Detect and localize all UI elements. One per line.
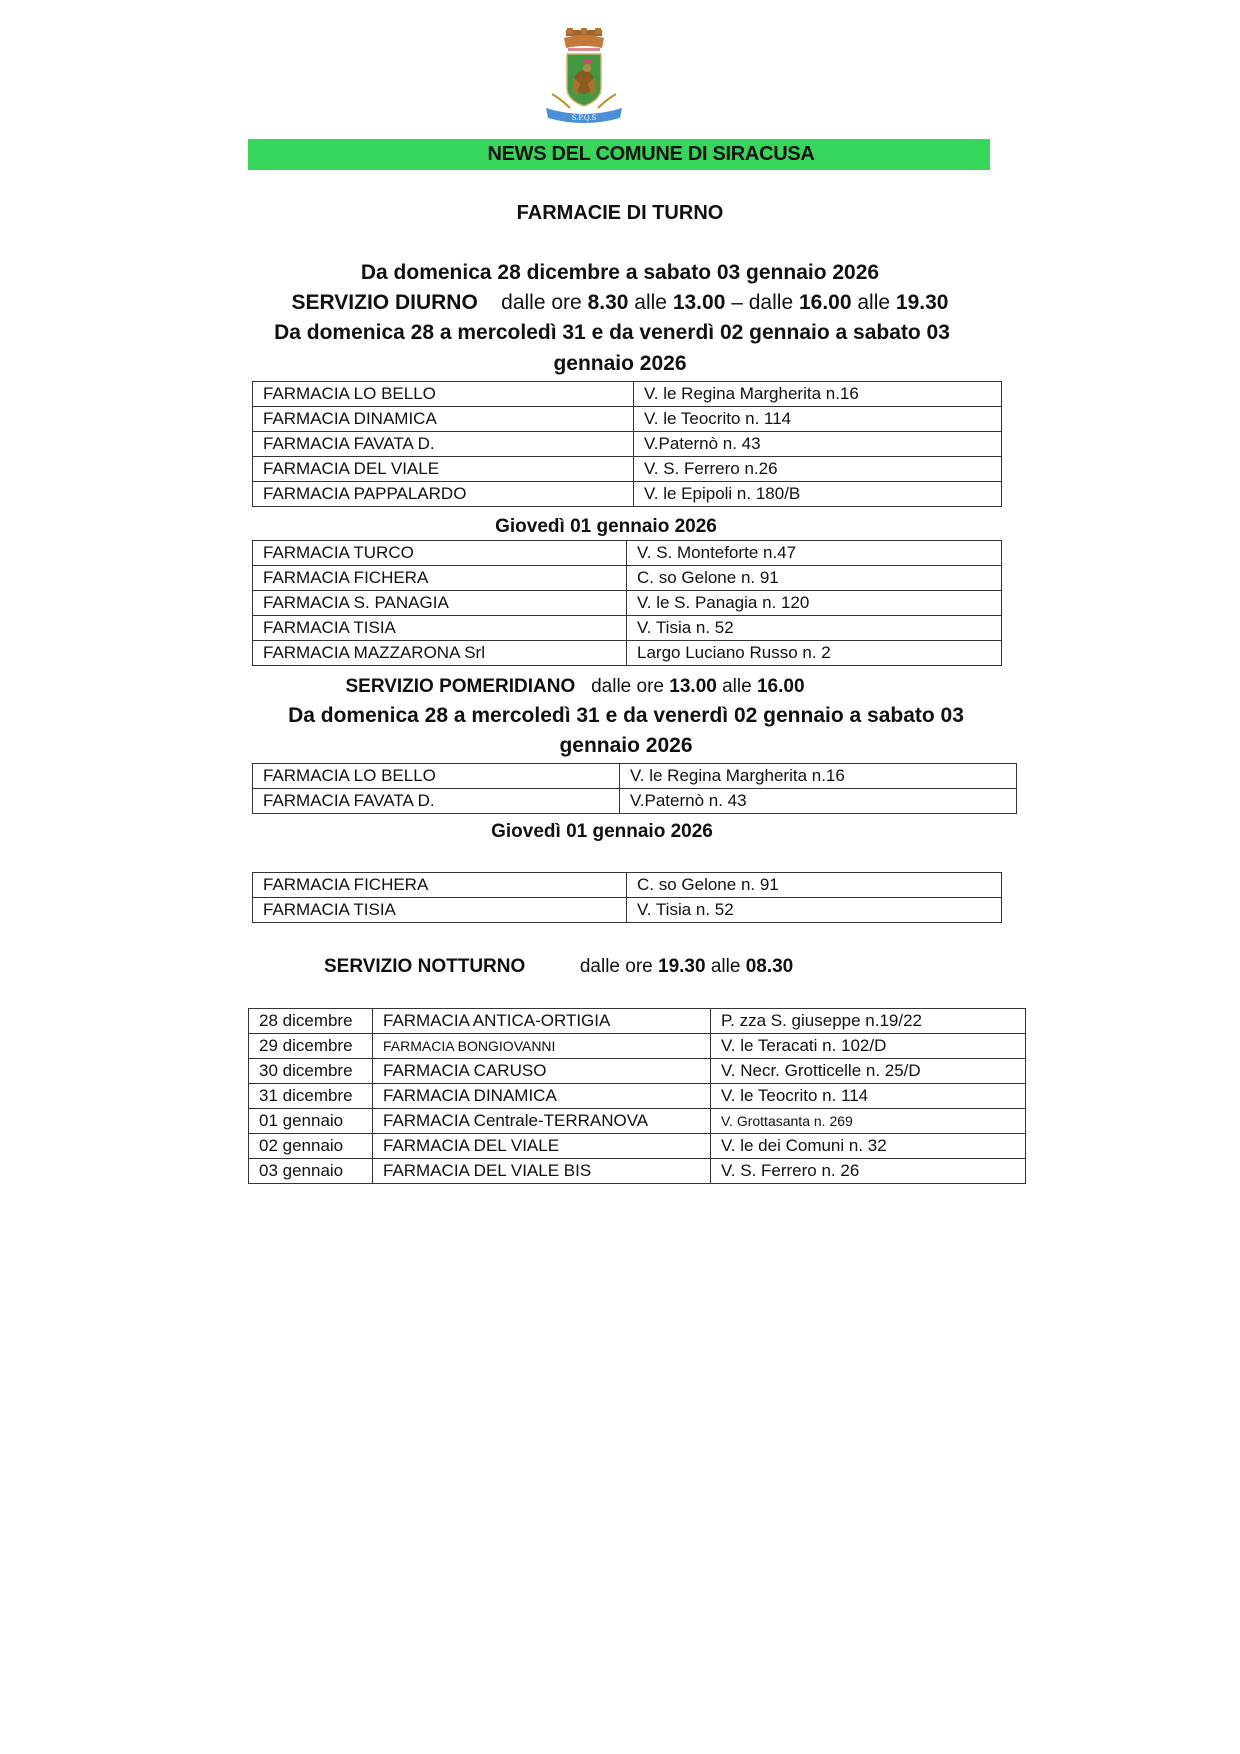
table-row bbox=[249, 1159, 1026, 1184]
pharmacy-name: FARMACIA DINAMICA bbox=[373, 1084, 711, 1109]
svg-text:S.P.Q.S: S.P.Q.S bbox=[571, 114, 597, 122]
pharmacy-name: FARMACIA CARUSO bbox=[373, 1059, 711, 1084]
pharmacy-address: Largo Luciano Russo n. 2 bbox=[627, 641, 1002, 666]
night-date: 03 gennaio bbox=[249, 1159, 373, 1184]
pharmacy-name: FARMACIA FICHERA bbox=[253, 873, 627, 898]
diurno-hour-2: 13.00 bbox=[672, 291, 726, 314]
pharmacy-address: V. S. Ferrero n.26 bbox=[634, 457, 1002, 482]
night-date: 28 dicembre bbox=[249, 1009, 373, 1034]
pharmacy-address: V.Paternò n. 43 bbox=[620, 789, 1017, 814]
notturno-hour-2: 08.30 bbox=[745, 956, 794, 977]
diurno-heading bbox=[0, 288, 1240, 318]
pharmacy-address: V. le Teocrito n. 114 bbox=[711, 1084, 1026, 1109]
notturno-hour-1: 19.30 bbox=[658, 956, 706, 977]
night-date: 30 dicembre bbox=[249, 1059, 373, 1084]
pomeridiano-range-line-2: gennaio 2026 bbox=[559, 734, 693, 757]
table-row bbox=[253, 616, 1002, 641]
pomeridiano-heading bbox=[0, 672, 1195, 702]
pharmacy-address: P. zza S. giuseppe n.19/22 bbox=[711, 1009, 1026, 1034]
diurno-text-1: dalle ore bbox=[501, 291, 582, 314]
pomeridiano-holiday-heading: Giovedì 01 gennaio 2026 bbox=[491, 821, 713, 842]
pharmacy-address: V. le dei Comuni n. 32 bbox=[711, 1134, 1026, 1159]
pharmacy-address: V. Tisia n. 52 bbox=[627, 616, 1002, 641]
notturno-text-2: alle bbox=[710, 956, 741, 977]
period-heading: Da domenica 28 dicembre a sabato 03 gennaio 2026 bbox=[360, 261, 880, 284]
pharmacy-address: V. le Regina Margherita n.16 bbox=[634, 382, 1002, 407]
pomeridiano-hour-2: 16.00 bbox=[756, 676, 805, 697]
diurno-hour-1: 8.30 bbox=[587, 291, 629, 314]
table-row bbox=[253, 382, 1002, 407]
pharmacy-name: FARMACIA TISIA bbox=[253, 616, 627, 641]
table-row bbox=[249, 1109, 1026, 1134]
pharmacy-name: FARMACIA Centrale-TERRANOVA bbox=[373, 1109, 711, 1134]
table-row bbox=[249, 1134, 1026, 1159]
pomeridiano-weekday-table bbox=[252, 763, 1017, 814]
pharmacy-address: V. S. Ferrero n. 26 bbox=[711, 1159, 1026, 1184]
night-date: 02 gennaio bbox=[249, 1134, 373, 1159]
table-row bbox=[253, 541, 1002, 566]
pharmacy-name: FARMACIA LO BELLO bbox=[253, 764, 620, 789]
pharmacy-name: FARMACIA DINAMICA bbox=[253, 407, 634, 432]
table-row bbox=[253, 457, 1002, 482]
crest-icon bbox=[540, 28, 628, 128]
pharmacy-name: FARMACIA FICHERA bbox=[253, 566, 627, 591]
pomeridiano-text-2: alle bbox=[722, 676, 752, 697]
diurno-range-line-1: Da domenica 28 a mercoledì 31 e da venerdì 02 gennaio a sabato 03 bbox=[274, 321, 950, 344]
pharmacy-address: C. so Gelone n. 91 bbox=[627, 566, 1002, 591]
diurno-range-line-2: gennaio 2026 bbox=[553, 352, 687, 375]
pomeridiano-label: SERVIZIO POMERIDIANO bbox=[345, 676, 576, 697]
diurno-holiday-table bbox=[252, 540, 1002, 666]
pharmacy-address: V.Paternò n. 43 bbox=[634, 432, 1002, 457]
notturno-table bbox=[248, 1008, 1026, 1184]
pharmacy-name: FARMACIA DEL VIALE bbox=[253, 457, 634, 482]
pharmacy-address: V. Necr. Grotticelle n. 25/D bbox=[711, 1059, 1026, 1084]
diurno-hour-3: 16.00 bbox=[798, 291, 852, 314]
diurno-holiday-heading: Giovedì 01 gennaio 2026 bbox=[495, 516, 717, 537]
pomeridiano-holiday-table bbox=[252, 872, 1002, 923]
table-row bbox=[253, 432, 1002, 457]
pharmacy-name: FARMACIA PAPPALARDO bbox=[253, 482, 634, 507]
night-date: 31 dicembre bbox=[249, 1084, 373, 1109]
notturno-label: SERVIZIO NOTTURNO bbox=[324, 956, 526, 977]
pharmacy-name: FARMACIA DEL VIALE BIS bbox=[373, 1159, 711, 1184]
pharmacy-address: V. Tisia n. 52 bbox=[627, 898, 1002, 923]
pharmacy-address: V. Grottasanta n. 269 bbox=[711, 1109, 1026, 1134]
news-banner bbox=[248, 139, 990, 170]
pharmacy-name: FARMACIA LO BELLO bbox=[253, 382, 634, 407]
pomeridiano-range-line-1: Da domenica 28 a mercoledì 31 e da venerdì 02 gennaio a sabato 03 bbox=[288, 704, 964, 727]
pharmacy-name: FARMACIA TISIA bbox=[253, 898, 627, 923]
table-row bbox=[249, 1034, 1026, 1059]
diurno-text-4: alle bbox=[857, 291, 891, 314]
table-row bbox=[249, 1009, 1026, 1034]
table-row bbox=[249, 1059, 1026, 1084]
pharmacy-name: FARMACIA ANTICA-ORTIGIA bbox=[373, 1009, 711, 1034]
pharmacy-address: V. le Regina Margherita n.16 bbox=[620, 764, 1017, 789]
pharmacy-name: FARMACIA TURCO bbox=[253, 541, 627, 566]
pharmacy-address: V. le S. Panagia n. 120 bbox=[627, 591, 1002, 616]
table-row bbox=[249, 1084, 1026, 1109]
night-date: 01 gennaio bbox=[249, 1109, 373, 1134]
night-date: 29 dicembre bbox=[249, 1034, 373, 1059]
pharmacy-address: V. S. Monteforte n.47 bbox=[627, 541, 1002, 566]
pharmacy-address: C. so Gelone n. 91 bbox=[627, 873, 1002, 898]
table-row bbox=[253, 591, 1002, 616]
diurno-hour-4: 19.30 bbox=[895, 291, 949, 314]
table-row bbox=[253, 873, 1002, 898]
table-row bbox=[253, 566, 1002, 591]
table-row bbox=[253, 898, 1002, 923]
table-row bbox=[253, 407, 1002, 432]
pharmacy-name: FARMACIA FAVATA D. bbox=[253, 789, 620, 814]
notturno-heading bbox=[324, 952, 793, 982]
banner-title: NEWS DEL COMUNE DI SIRACUSA bbox=[487, 143, 815, 165]
diurno-text-2: alle bbox=[634, 291, 667, 314]
notturno-text-1: dalle ore bbox=[579, 956, 653, 977]
pharmacy-name: FARMACIA S. PANAGIA bbox=[253, 591, 627, 616]
pharmacy-name: FARMACIA FAVATA D. bbox=[253, 432, 634, 457]
diurno-label: SERVIZIO DIURNO bbox=[291, 291, 478, 314]
pharmacy-address: V. le Teocrito n. 114 bbox=[634, 407, 1002, 432]
diurno-text-3: – dalle bbox=[731, 291, 794, 314]
pharmacy-name: FARMACIA BONGIOVANNI bbox=[373, 1034, 711, 1059]
pomeridiano-text-1: dalle ore bbox=[591, 676, 664, 697]
table-row bbox=[253, 482, 1002, 507]
pharmacy-address: V. le Epipoli n. 180/B bbox=[634, 482, 1002, 507]
diurno-weekday-table bbox=[252, 381, 1002, 507]
pharmacy-address: V. le Teracati n. 102/D bbox=[711, 1034, 1026, 1059]
pharmacy-name: FARMACIA MAZZARONA Srl bbox=[253, 641, 627, 666]
table-row bbox=[253, 764, 1017, 789]
table-row bbox=[253, 641, 1002, 666]
table-row bbox=[253, 789, 1017, 814]
page-title: FARMACIE DI TURNO bbox=[516, 202, 724, 224]
pomeridiano-hour-1: 13.00 bbox=[669, 676, 717, 697]
pharmacy-name: FARMACIA DEL VIALE bbox=[373, 1134, 711, 1159]
